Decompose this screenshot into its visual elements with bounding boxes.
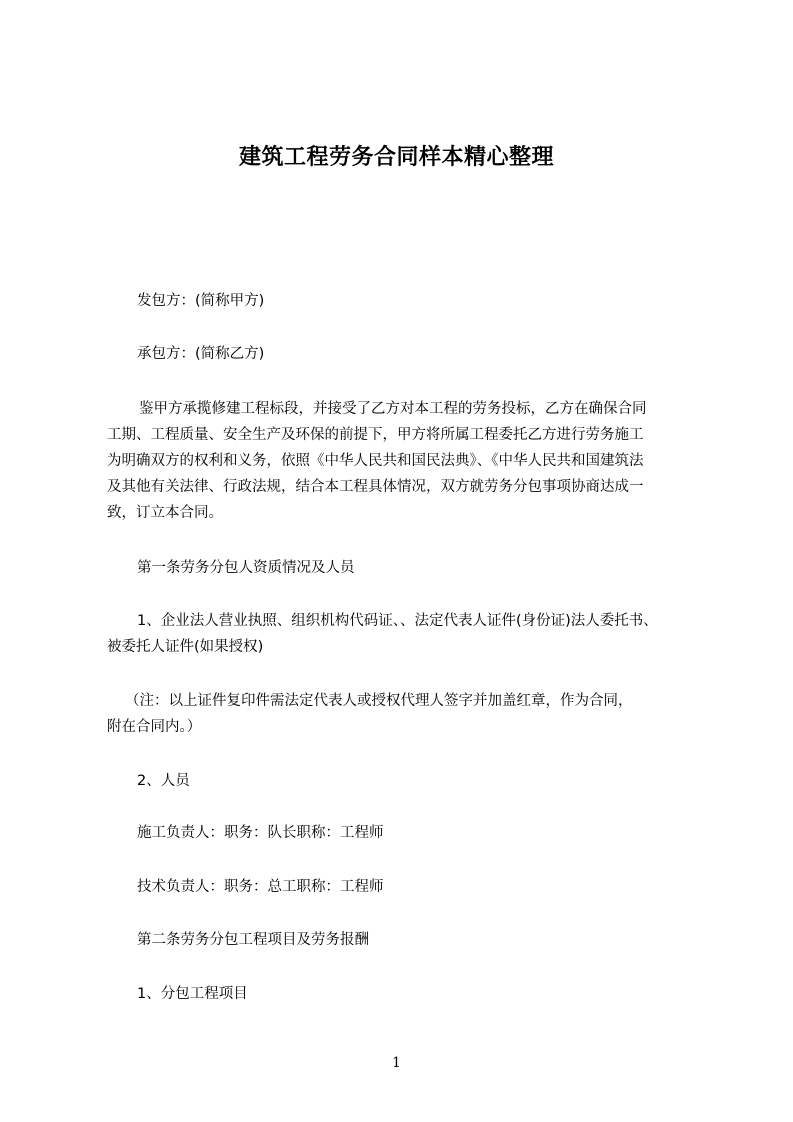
party-b-line: 承包方：(简称乙方)	[137, 346, 265, 362]
preamble-line-1: 鉴甲方承揽修建工程标段，并接受了乙方对本工程的劳务投标，乙方在确保合同	[139, 401, 647, 417]
document-title: 建筑工程劳务合同样本精心整理	[238, 145, 554, 170]
item-1-line-2: 被委托人证件(如果授权)	[107, 639, 264, 655]
note-line-1: （注：以上证件复印件需法定代表人或授权代理人签字并加盖红章，作为合同，	[125, 693, 633, 709]
preamble-paragraph	[107, 396, 647, 526]
article-1-item-2: 2、人员	[137, 773, 190, 789]
item-1-line-1: 1、企业法人营业执照、组织机构代码证、、法定代表人证件(身份证)法人委托书、	[137, 613, 658, 629]
preamble-line-4: 及其他有关法律、行政法规，结合本工程具体情况，双方就劳务分包事项协商达成一	[107, 479, 644, 495]
note-line-2: 附在合同内。）	[107, 719, 202, 735]
page-number: 1	[392, 1055, 401, 1071]
preamble-line-2: 工期、工程质量、安全生产及环保的前提下，甲方将所属工程委托乙方进行劳务施工	[107, 427, 644, 443]
article-2-item-1: 1、分包工程项目	[137, 986, 248, 1002]
note-paragraph	[107, 688, 633, 740]
preamble-line-3: 为明确双方的权利和义务，依照《中华人民共和国民法典》、《中华人民共和国建筑法	[107, 453, 644, 469]
technical-lead-line: 技术负责人：职务：总工职称：工程师	[137, 879, 384, 895]
article-1-heading: 第一条劳务分包人资质情况及人员	[137, 560, 355, 576]
article-2-heading: 第二条劳务分包工程项目及劳务报酬	[137, 932, 369, 948]
party-a-line: 发包方：(简称甲方)	[137, 293, 265, 309]
article-1-item-1	[107, 608, 658, 660]
construction-lead-line: 施工负责人：职务：队长职称：工程师	[137, 825, 384, 841]
preamble-line-5: 致，订立本合同。	[107, 505, 223, 521]
